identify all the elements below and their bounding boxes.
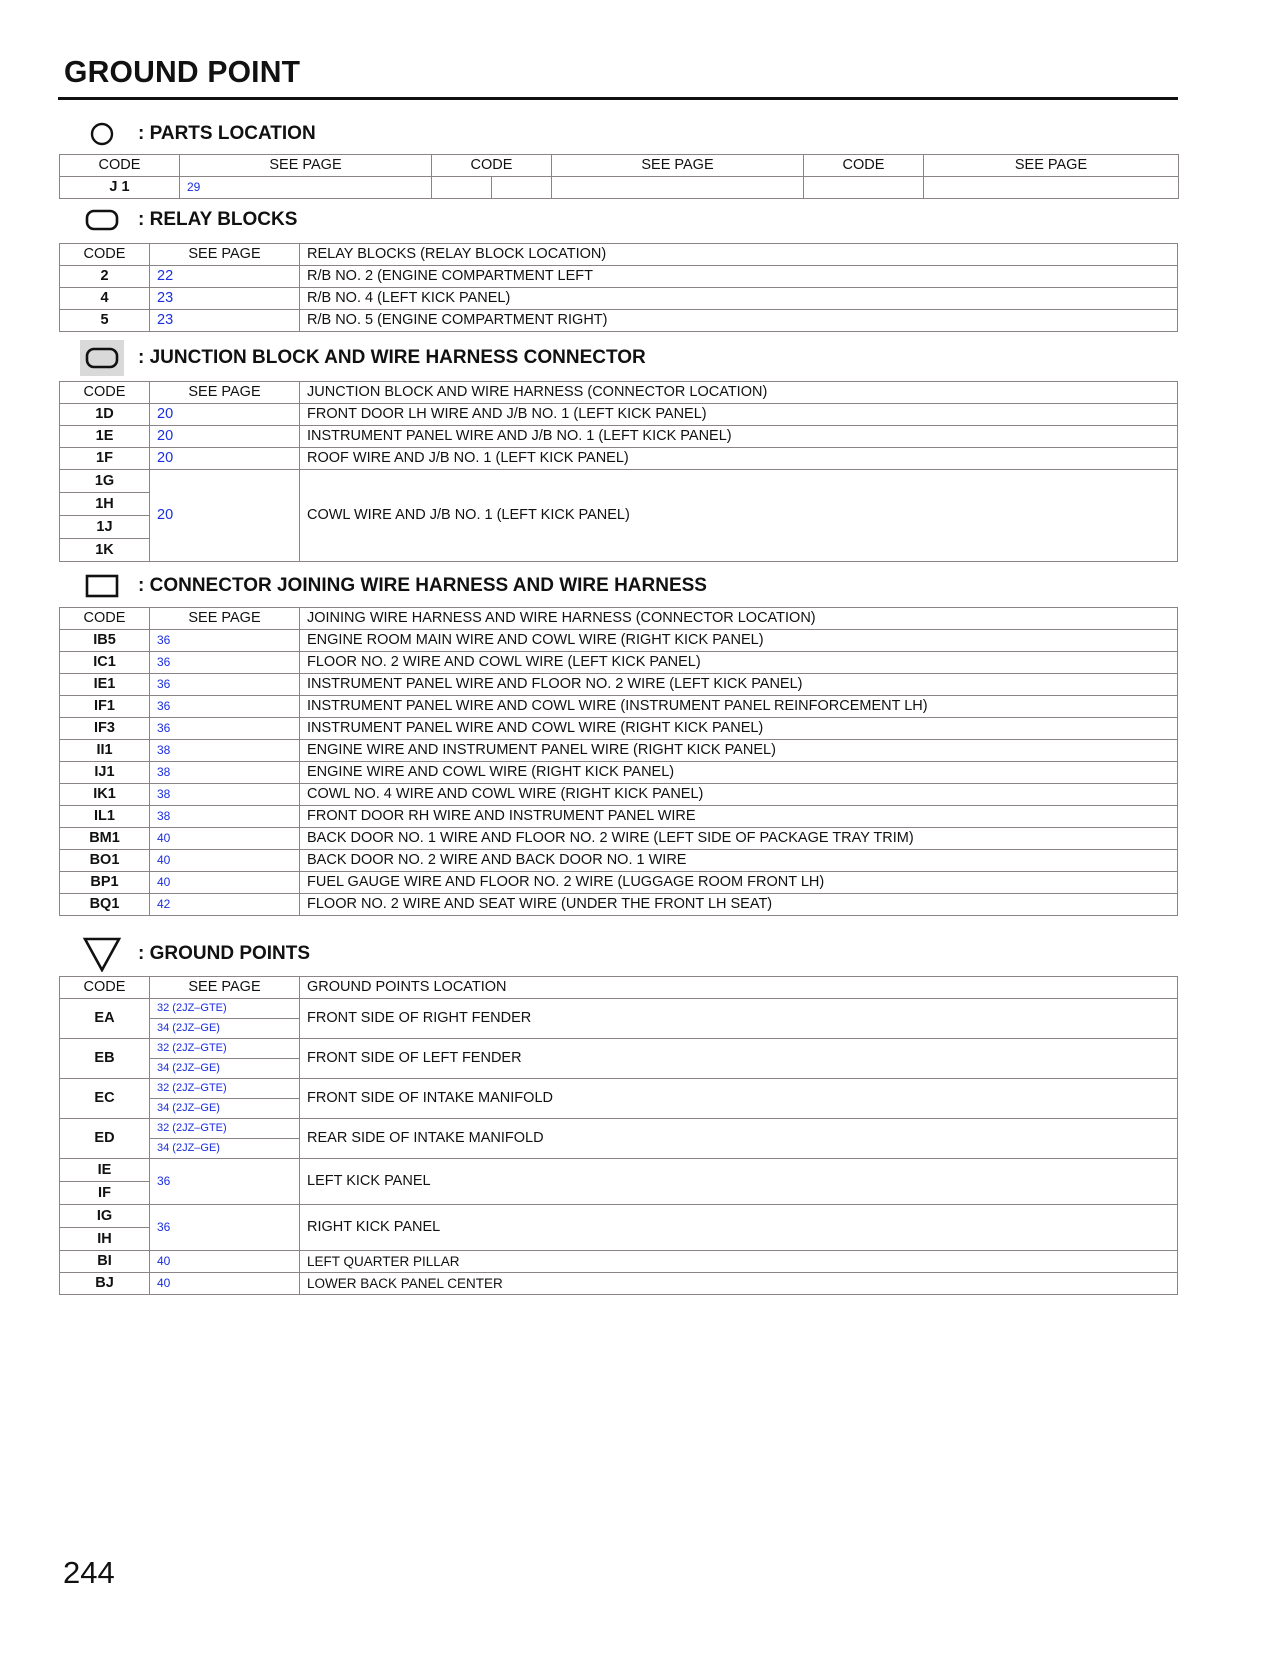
code-cell: 1H — [60, 493, 150, 516]
header-code: CODE — [60, 608, 150, 630]
code-cell: IF1 — [60, 696, 150, 718]
rounded-rect-shaded-icon — [80, 340, 124, 376]
see-page-link[interactable]: 40 — [150, 1251, 300, 1273]
header-see-page: SEE PAGE — [180, 155, 432, 177]
junction-block-table — [59, 381, 1178, 562]
header-code: CODE — [60, 244, 150, 266]
table-row — [60, 1119, 1178, 1139]
see-page-link[interactable]: 34 (2JZ–GE) — [150, 1019, 300, 1039]
see-page-link[interactable]: 20 — [150, 470, 300, 562]
see-page-link[interactable]: 34 (2JZ–GE) — [150, 1099, 300, 1119]
empty-cell — [924, 177, 1179, 199]
header-see-page: SEE PAGE — [150, 244, 300, 266]
header-code: CODE — [60, 382, 150, 404]
location-cell: R/B NO. 2 (ENGINE COMPARTMENT LEFT — [300, 266, 1178, 288]
code-cell: 1E — [60, 426, 150, 448]
header-see-page: SEE PAGE — [150, 977, 300, 999]
table-header-row — [60, 608, 1178, 630]
table-row — [60, 1273, 1178, 1295]
table-row — [60, 470, 1178, 493]
location-cell: R/B NO. 4 (LEFT KICK PANEL) — [300, 288, 1178, 310]
section-label: : JUNCTION BLOCK AND WIRE HARNESS CONNECTOR — [138, 347, 646, 368]
empty-cell — [432, 177, 492, 199]
header-see-page: SEE PAGE — [150, 608, 300, 630]
table-header-row — [60, 244, 1178, 266]
see-page-link[interactable]: 34 (2JZ–GE) — [150, 1139, 300, 1159]
table-row — [60, 1251, 1178, 1273]
header-code: CODE — [432, 155, 552, 177]
table-row — [60, 426, 1178, 448]
location-cell: FRONT DOOR RH WIRE AND INSTRUMENT PANEL WIRE — [300, 806, 1178, 828]
page-number: 244 — [63, 1555, 115, 1590]
see-page-link[interactable]: 40 — [150, 1273, 300, 1295]
location-cell: BACK DOOR NO. 1 WIRE AND FLOOR NO. 2 WIRE (LEFT SIDE OF PACKAGE TRAY TRIM) — [300, 828, 1178, 850]
code-cell: 5 — [60, 310, 150, 332]
empty-cell — [552, 177, 804, 199]
location-cell: FRONT SIDE OF LEFT FENDER — [300, 1039, 1178, 1079]
section-header-parts-location — [80, 116, 316, 152]
location-cell: INSTRUMENT PANEL WIRE AND COWL WIRE (INSTRUMENT PANEL REINFORCEMENT LH) — [300, 696, 1178, 718]
table-row — [60, 1079, 1178, 1099]
table-row — [60, 630, 1178, 652]
code-cell: 2 — [60, 266, 150, 288]
location-cell: FRONT SIDE OF RIGHT FENDER — [300, 999, 1178, 1039]
code-cell: 1D — [60, 404, 150, 426]
square-outline-icon — [80, 568, 124, 604]
see-page-link[interactable]: 32 (2JZ–GTE) — [150, 1039, 300, 1059]
location-cell: FLOOR NO. 2 WIRE AND SEAT WIRE (UNDER THE FRONT LH SEAT) — [300, 894, 1178, 916]
see-page-link[interactable]: 32 (2JZ–GTE) — [150, 999, 300, 1019]
table-row — [60, 999, 1178, 1019]
see-page-link[interactable]: 20 — [150, 426, 300, 448]
see-page-link[interactable]: 40 — [150, 872, 300, 894]
header-location: JOINING WIRE HARNESS AND WIRE HARNESS (CONNECTOR LOCATION) — [300, 608, 1178, 630]
code-cell: BP1 — [60, 872, 150, 894]
see-page-link[interactable]: 20 — [150, 404, 300, 426]
code-cell: IG — [60, 1205, 150, 1228]
code-cell: IJ1 — [60, 762, 150, 784]
see-page-link[interactable]: 22 — [150, 266, 300, 288]
table-header-row — [60, 382, 1178, 404]
location-cell: FUEL GAUGE WIRE AND FLOOR NO. 2 WIRE (LUGGAGE ROOM FRONT LH) — [300, 872, 1178, 894]
table-row — [60, 177, 1179, 199]
location-cell: LEFT KICK PANEL — [300, 1159, 1178, 1205]
see-page-link[interactable]: 38 — [150, 740, 300, 762]
see-page-link[interactable]: 36 — [150, 652, 300, 674]
location-cell: R/B NO. 5 (ENGINE COMPARTMENT RIGHT) — [300, 310, 1178, 332]
table-row — [60, 448, 1178, 470]
code-cell: 1K — [60, 539, 150, 562]
code-cell: IF — [60, 1182, 150, 1205]
see-page-link[interactable]: 40 — [150, 828, 300, 850]
header-code: CODE — [60, 155, 180, 177]
location-cell: ENGINE WIRE AND COWL WIRE (RIGHT KICK PANEL) — [300, 762, 1178, 784]
location-cell: BACK DOOR NO. 2 WIRE AND BACK DOOR NO. 1 WIRE — [300, 850, 1178, 872]
location-cell: FRONT DOOR LH WIRE AND J/B NO. 1 (LEFT KICK PANEL) — [300, 404, 1178, 426]
table-row — [60, 404, 1178, 426]
location-cell: REAR SIDE OF INTAKE MANIFOLD — [300, 1119, 1178, 1159]
section-header-connector-joining — [80, 568, 707, 604]
section-label: : GROUND POINTS — [138, 943, 311, 964]
see-page-link[interactable]: 32 (2JZ–GTE) — [150, 1079, 300, 1099]
circle-icon — [80, 116, 124, 152]
table-header-row — [60, 977, 1178, 999]
title-divider — [58, 97, 1178, 100]
location-cell: LOWER BACK PANEL CENTER — [300, 1273, 1178, 1295]
code-cell: BQ1 — [60, 894, 150, 916]
code-cell: 4 — [60, 288, 150, 310]
see-page-link[interactable]: 36 — [150, 1205, 300, 1251]
table-row — [60, 674, 1178, 696]
see-page-link[interactable]: 23 — [150, 310, 300, 332]
location-cell: RIGHT KICK PANEL — [300, 1205, 1178, 1251]
code-cell: IK1 — [60, 784, 150, 806]
location-cell: INSTRUMENT PANEL WIRE AND J/B NO. 1 (LEFT KICK PANEL) — [300, 426, 1178, 448]
see-page-link[interactable]: 36 — [150, 696, 300, 718]
code-cell: ED — [60, 1119, 150, 1159]
see-page-link[interactable]: 29 — [180, 177, 432, 199]
header-location: GROUND POINTS LOCATION — [300, 977, 1178, 999]
code-cell: EA — [60, 999, 150, 1039]
table-row — [60, 1159, 1178, 1182]
code-cell: 1G — [60, 470, 150, 493]
section-header-ground-points — [80, 936, 310, 972]
table-row — [60, 288, 1178, 310]
empty-cell — [804, 177, 924, 199]
see-page-link[interactable]: 38 — [150, 784, 300, 806]
table-row — [60, 1205, 1178, 1228]
header-code: CODE — [60, 977, 150, 999]
code-cell: EB — [60, 1039, 150, 1079]
header-see-page: SEE PAGE — [552, 155, 804, 177]
code-cell: IF3 — [60, 718, 150, 740]
table-row — [60, 784, 1178, 806]
section-label: : PARTS LOCATION — [138, 123, 316, 144]
relay-blocks-table — [59, 243, 1178, 332]
code-cell: BJ — [60, 1273, 150, 1295]
header-location: RELAY BLOCKS (RELAY BLOCK LOCATION) — [300, 244, 1178, 266]
see-page-link[interactable]: 38 — [150, 806, 300, 828]
header-see-page: SEE PAGE — [924, 155, 1179, 177]
connector-joining-table — [59, 607, 1178, 916]
see-page-link[interactable]: 32 (2JZ–GTE) — [150, 1119, 300, 1139]
header-see-page: SEE PAGE — [150, 382, 300, 404]
location-cell: ENGINE WIRE AND INSTRUMENT PANEL WIRE (RIGHT KICK PANEL) — [300, 740, 1178, 762]
code-cell: II1 — [60, 740, 150, 762]
page-title: GROUND POINT — [64, 54, 301, 89]
table-row — [60, 266, 1178, 288]
location-cell: COWL WIRE AND J/B NO. 1 (LEFT KICK PANEL) — [300, 470, 1178, 562]
table-row — [60, 850, 1178, 872]
code-cell: BI — [60, 1251, 150, 1273]
section-header-junction-block — [80, 340, 646, 376]
code-cell: J 1 — [60, 177, 180, 199]
table-row — [60, 740, 1178, 762]
see-page-link[interactable]: 23 — [150, 288, 300, 310]
table-row — [60, 894, 1178, 916]
table-header-row — [60, 155, 1179, 177]
code-cell: BM1 — [60, 828, 150, 850]
code-cell: IE — [60, 1159, 150, 1182]
table-row — [60, 872, 1178, 894]
see-page-link[interactable]: 42 — [150, 894, 300, 916]
code-cell: 1F — [60, 448, 150, 470]
code-cell: IE1 — [60, 674, 150, 696]
table-row — [60, 828, 1178, 850]
see-page-link[interactable]: 36 — [150, 630, 300, 652]
table-row — [60, 806, 1178, 828]
see-page-link[interactable]: 36 — [150, 674, 300, 696]
see-page-link[interactable]: 40 — [150, 850, 300, 872]
location-cell: ENGINE ROOM MAIN WIRE AND COWL WIRE (RIGHT KICK PANEL) — [300, 630, 1178, 652]
ground-points-table — [59, 976, 1178, 1295]
table-row — [60, 652, 1178, 674]
code-cell: IH — [60, 1228, 150, 1251]
see-page-link[interactable]: 36 — [150, 1159, 300, 1205]
empty-cell — [492, 177, 552, 199]
table-row — [60, 310, 1178, 332]
table-row — [60, 696, 1178, 718]
triangle-down-icon — [80, 936, 124, 972]
header-location: JUNCTION BLOCK AND WIRE HARNESS (CONNECTOR LOCATION) — [300, 382, 1178, 404]
code-cell: IL1 — [60, 806, 150, 828]
table-row — [60, 718, 1178, 740]
code-cell: IC1 — [60, 652, 150, 674]
parts-location-table — [59, 154, 1179, 199]
location-cell: FRONT SIDE OF INTAKE MANIFOLD — [300, 1079, 1178, 1119]
code-cell: EC — [60, 1079, 150, 1119]
table-row — [60, 762, 1178, 784]
table-row — [60, 1039, 1178, 1059]
header-code: CODE — [804, 155, 924, 177]
see-page-link[interactable]: 38 — [150, 762, 300, 784]
location-cell: LEFT QUARTER PILLAR — [300, 1251, 1178, 1273]
see-page-link[interactable]: 36 — [150, 718, 300, 740]
location-cell: INSTRUMENT PANEL WIRE AND COWL WIRE (RIGHT KICK PANEL) — [300, 718, 1178, 740]
code-cell: BO1 — [60, 850, 150, 872]
section-label: : RELAY BLOCKS — [138, 209, 298, 230]
location-cell: FLOOR NO. 2 WIRE AND COWL WIRE (LEFT KICK PANEL) — [300, 652, 1178, 674]
code-cell: IB5 — [60, 630, 150, 652]
location-cell: COWL NO. 4 WIRE AND COWL WIRE (RIGHT KICK PANEL) — [300, 784, 1178, 806]
section-header-relay-blocks — [80, 202, 297, 238]
see-page-link[interactable]: 34 (2JZ–GE) — [150, 1059, 300, 1079]
rounded-rect-outline-icon — [80, 202, 124, 238]
see-page-link[interactable]: 20 — [150, 448, 300, 470]
location-cell: ROOF WIRE AND J/B NO. 1 (LEFT KICK PANEL) — [300, 448, 1178, 470]
location-cell: INSTRUMENT PANEL WIRE AND FLOOR NO. 2 WIRE (LEFT KICK PANEL) — [300, 674, 1178, 696]
section-label: : CONNECTOR JOINING WIRE HARNESS AND WIRE HARNESS — [138, 575, 707, 596]
code-cell: 1J — [60, 516, 150, 539]
